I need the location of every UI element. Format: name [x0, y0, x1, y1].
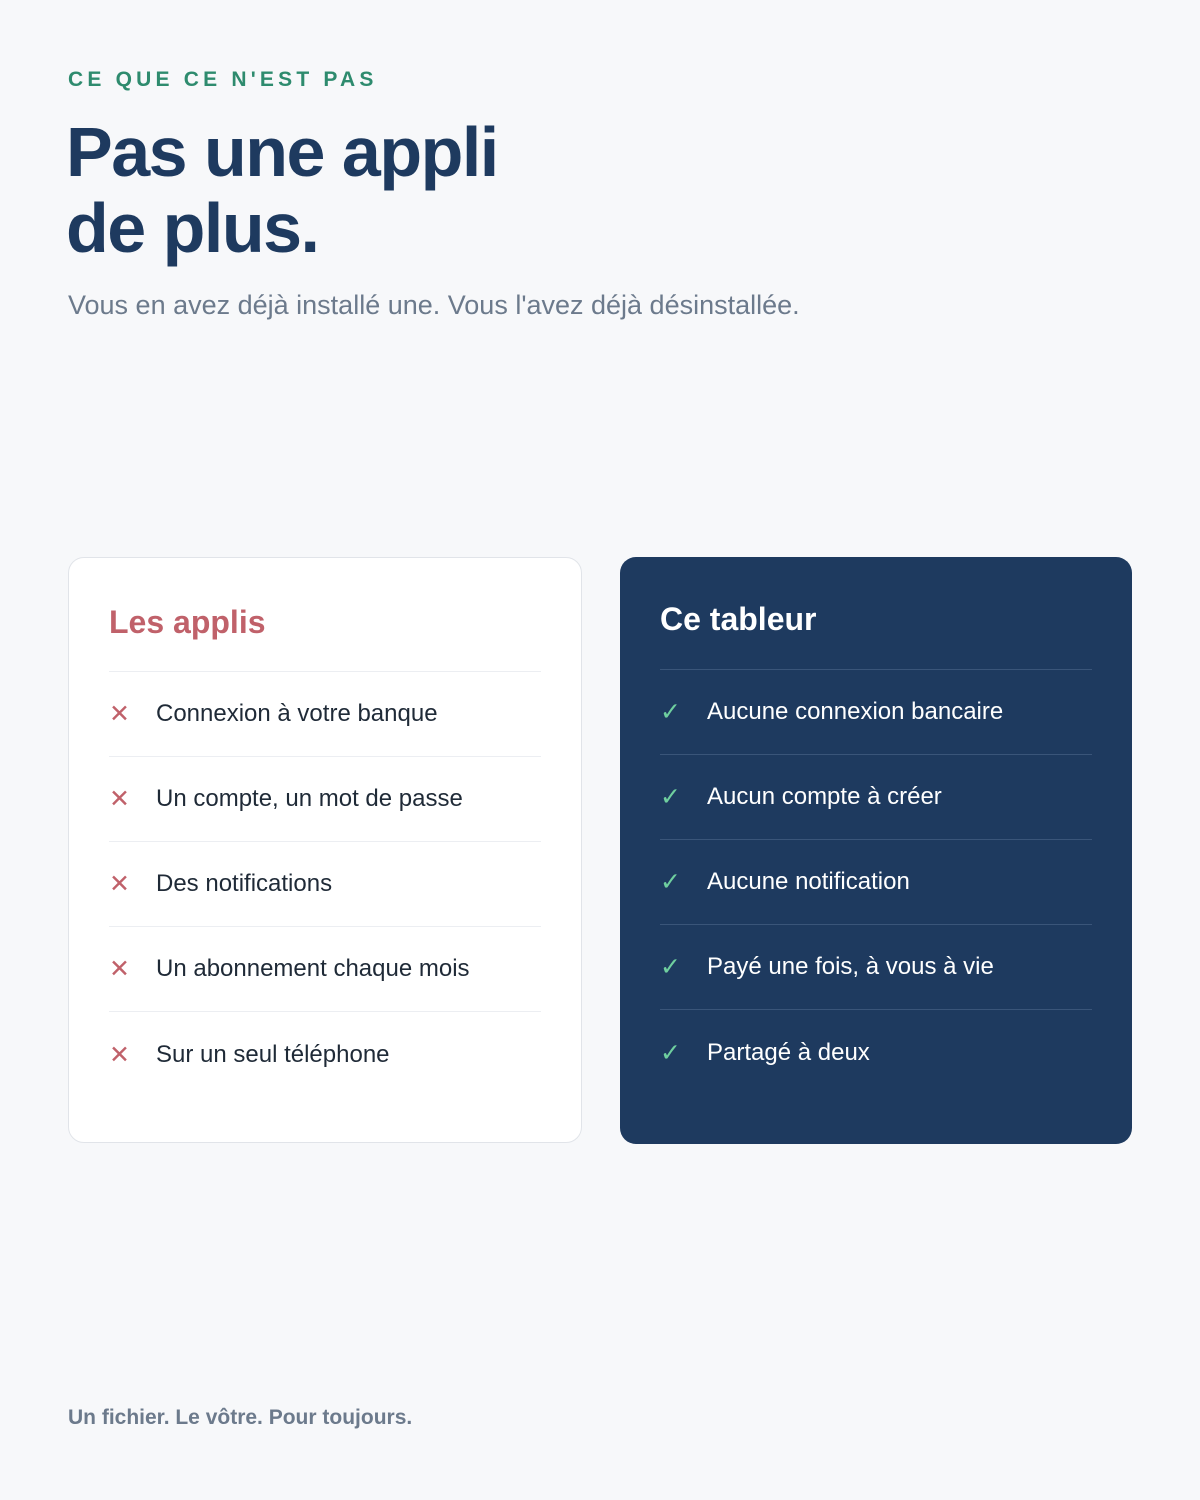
list-item-label: Partagé à deux	[707, 1038, 870, 1066]
list-item-label: Un abonnement chaque mois	[156, 955, 470, 982]
cross-icon: ✕	[109, 700, 130, 728]
list-item-label: Connexion à votre banque	[156, 700, 438, 727]
eyebrow-label: CE QUE CE N'EST PAS	[68, 68, 378, 91]
apps-card-title: Les applis	[109, 602, 541, 672]
list-item-label: Aucune connexion bancaire	[707, 698, 1004, 725]
list-item	[660, 755, 1092, 840]
list-item	[660, 1010, 1092, 1095]
list-item-label: Aucun compte à créer	[707, 783, 942, 810]
page-title-line-1: Pas une appli	[66, 113, 498, 191]
footer-tagline: Un fichier. Le vôtre. Pour toujours.	[68, 1406, 413, 1429]
cross-icon: ✕	[109, 870, 130, 898]
page-title-line-2: de plus.	[66, 189, 319, 267]
spreadsheet-card	[620, 557, 1132, 1144]
check-icon: ✓	[660, 698, 681, 726]
check-icon: ✓	[660, 1038, 681, 1067]
list-item	[109, 1012, 541, 1097]
check-icon: ✓	[660, 783, 681, 811]
apps-list	[109, 672, 541, 1097]
list-item	[109, 842, 541, 927]
list-item	[660, 925, 1092, 1010]
list-item	[660, 840, 1092, 925]
check-icon: ✓	[660, 953, 681, 981]
list-item-label: Aucune notification	[707, 868, 910, 895]
list-item-label: Sur un seul téléphone	[156, 1040, 390, 1068]
page-subtitle: Vous en avez déjà installé une. Vous l'avez déjà désinstallée.	[68, 290, 800, 320]
page-title	[66, 114, 498, 266]
list-item-label: Des notifications	[156, 870, 333, 897]
list-item	[660, 670, 1092, 755]
list-item-label: Payé une fois, à vous à vie	[707, 953, 994, 980]
spreadsheet-card-title: Ce tableur	[660, 601, 1092, 670]
list-item	[109, 757, 541, 842]
spreadsheet-list	[660, 670, 1092, 1095]
check-icon: ✓	[660, 868, 681, 896]
list-item-label: Un compte, un mot de passe	[156, 785, 463, 812]
list-item	[109, 672, 541, 757]
cross-icon: ✕	[109, 785, 130, 813]
cross-icon: ✕	[109, 1040, 130, 1069]
list-item	[109, 927, 541, 1012]
cross-icon: ✕	[109, 955, 130, 983]
apps-card	[68, 557, 582, 1143]
